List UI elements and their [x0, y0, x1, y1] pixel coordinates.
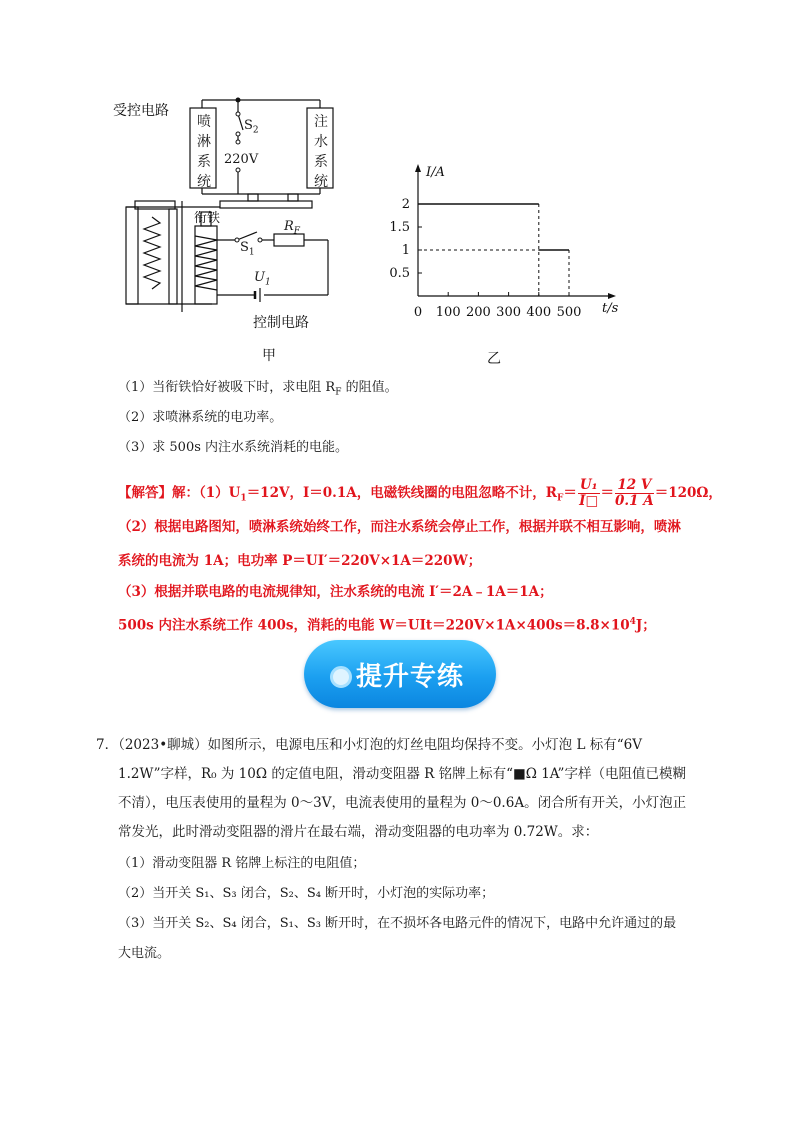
sprinkler-box-text	[193, 112, 215, 192]
answer-line-5	[118, 612, 656, 636]
x-tick-label-5: 500	[556, 305, 582, 320]
answer-sub-f: F	[556, 493, 564, 504]
u1-sub: 1	[264, 277, 271, 288]
answer-eq-2: ＝	[600, 485, 615, 501]
y-tick-label-2: 1.5	[389, 220, 410, 235]
rf-sub: F	[293, 226, 301, 237]
answer-line1-end: ＝120Ω，	[654, 485, 722, 501]
answer-tag: 【解答】	[118, 485, 172, 501]
control-circuit-label: 控制电路	[253, 315, 309, 331]
water-box-text	[310, 112, 332, 192]
figure-yi-caption: 乙	[487, 351, 501, 367]
y-axis-label: I/A	[426, 165, 445, 180]
water-char-3: 系	[314, 154, 328, 170]
sprinkler-char-3: 系	[197, 154, 211, 170]
x-tick-label-3: 300	[496, 305, 522, 320]
banner-title: 提升专练	[356, 662, 465, 692]
frac2-num: 12 V	[615, 478, 654, 494]
rf-letter: R	[284, 219, 294, 234]
sprinkler-char-2: 淋	[197, 134, 211, 150]
sprinkler-char-1: 喷	[197, 114, 211, 130]
problem7-line-1: 7．（2023•聊城）如图所示，电源电压和小灯泡的灯丝电阻均保持不变。小灯泡 L 标有“6V	[96, 737, 642, 753]
armature-label: 衔铁	[194, 211, 221, 226]
answer-line1-a: 解：（1）U	[172, 485, 241, 501]
y-tick-label-0: 0.5	[389, 266, 410, 281]
voltage-label: 220V	[224, 152, 259, 167]
s1-letter: S	[240, 240, 249, 255]
answer-sub-1: 1	[240, 493, 247, 504]
answer-line-2: （2）根据电路图知，喷淋系统始终工作，而注水系统会停止工作，根据并联不相互影响，喷淋	[118, 519, 681, 535]
problem7-sub-1: （1）滑动变阻器 R 铭牌上标注的电阻值；	[118, 856, 366, 871]
prev-question-1	[118, 378, 398, 403]
x-tick-label-4: 400	[526, 305, 552, 320]
u1-label	[254, 270, 271, 288]
figure-jia-caption: 甲	[262, 348, 276, 364]
problem7-sub-2: （2）当开关 S₁、S₃ 闭合，S₂、S₄ 断开时，小灯泡的实际功率；	[118, 886, 495, 901]
prev-q1-tail: 的阻值。	[341, 380, 398, 395]
s2-letter: S	[244, 118, 253, 133]
answer-line5-a: 500s 内注水系统工作 400s，消耗的电能 W＝UIt＝220V×1A×400s＝8.8×10	[118, 617, 630, 634]
water-char-2: 水	[314, 134, 328, 150]
fraction-numeric	[615, 478, 654, 509]
problem7-line-3: 不清），电压表使用的量程为 0～3V，电流表使用的量程为 0～0.6A。闭合所有开关，小灯泡正	[118, 795, 687, 811]
answer-line1-b: ＝12V，I＝0.1A，电磁铁线圈的电阻忽略不计，R	[246, 485, 557, 501]
answer-line-1	[118, 478, 722, 508]
water-char-4: 统	[314, 174, 328, 190]
prev-q1-sub: F	[335, 387, 342, 398]
prev-question-2: （2）求喷淋系统的电功率。	[118, 410, 283, 425]
x-axis-label: t/s	[602, 301, 619, 316]
u1-letter: U	[254, 270, 265, 285]
s2-sub: 2	[252, 125, 259, 136]
fraction-symbolic	[578, 478, 600, 509]
x-tick-label-2: 200	[465, 305, 491, 320]
prev-question-3: （3）求 500s 内注水系统消耗的电能。	[118, 440, 349, 455]
sprinkler-char-4: 统	[197, 174, 211, 190]
problem7-sub-4: 大电流。	[118, 946, 171, 961]
frac1-den: I□	[579, 493, 599, 509]
x-tick-label-0: 0	[413, 305, 423, 320]
x-axis-arrow	[608, 293, 616, 299]
rf-label	[284, 219, 300, 237]
banner-icon	[330, 666, 352, 688]
water-char-1: 注	[314, 114, 328, 130]
x-tick-label-1: 100	[435, 305, 461, 320]
s1-sub: 1	[248, 247, 255, 258]
switch-s1-label	[240, 240, 255, 258]
frac2-den: 0.1 A	[615, 493, 654, 509]
answer-line-3: 系统的电流为 1A；电功率 P＝UI′＝220V×1A＝220W；	[118, 553, 482, 569]
answer-line5-b: J；	[635, 617, 656, 634]
current-time-chart	[380, 150, 640, 330]
answer-line-4: （3）根据并联电路的电流规律知，注水系统的电流 I′＝2A﹣1A＝1A；	[118, 584, 553, 600]
answer-line5-sup: 4	[629, 617, 636, 627]
problem7-sub-3: （3）当开关 S₂、S₄ 闭合，S₁、S₃ 断开时，在不损坏各电路元件的情况下，电路中允许通过的最	[118, 916, 677, 931]
problem7-line-2: 1.2W”字样，R₀ 为 10Ω 的定值电阻，滑动变阻器 R 铭牌上标有“■Ω 1A”字样（电阻值已模糊	[118, 766, 686, 782]
frac1-num: U₁	[579, 477, 598, 493]
prev-q1-text: （1）当衔铁恰好被吸下时，求电阻 R	[118, 380, 336, 395]
answer-eq-1: ＝	[563, 485, 577, 501]
switch-s2-label	[244, 118, 259, 136]
y-tick-label-1: 1	[401, 243, 410, 258]
problem7-line-4: 常发光，此时滑动变阻器的滑片在最右端，滑动变阻器的电功率为 0.72W。求：	[118, 824, 599, 840]
y-tick-label-3: 2	[401, 197, 410, 212]
y-axis-arrow	[415, 164, 421, 172]
controlled-circuit-label: 受控电路	[113, 103, 169, 119]
